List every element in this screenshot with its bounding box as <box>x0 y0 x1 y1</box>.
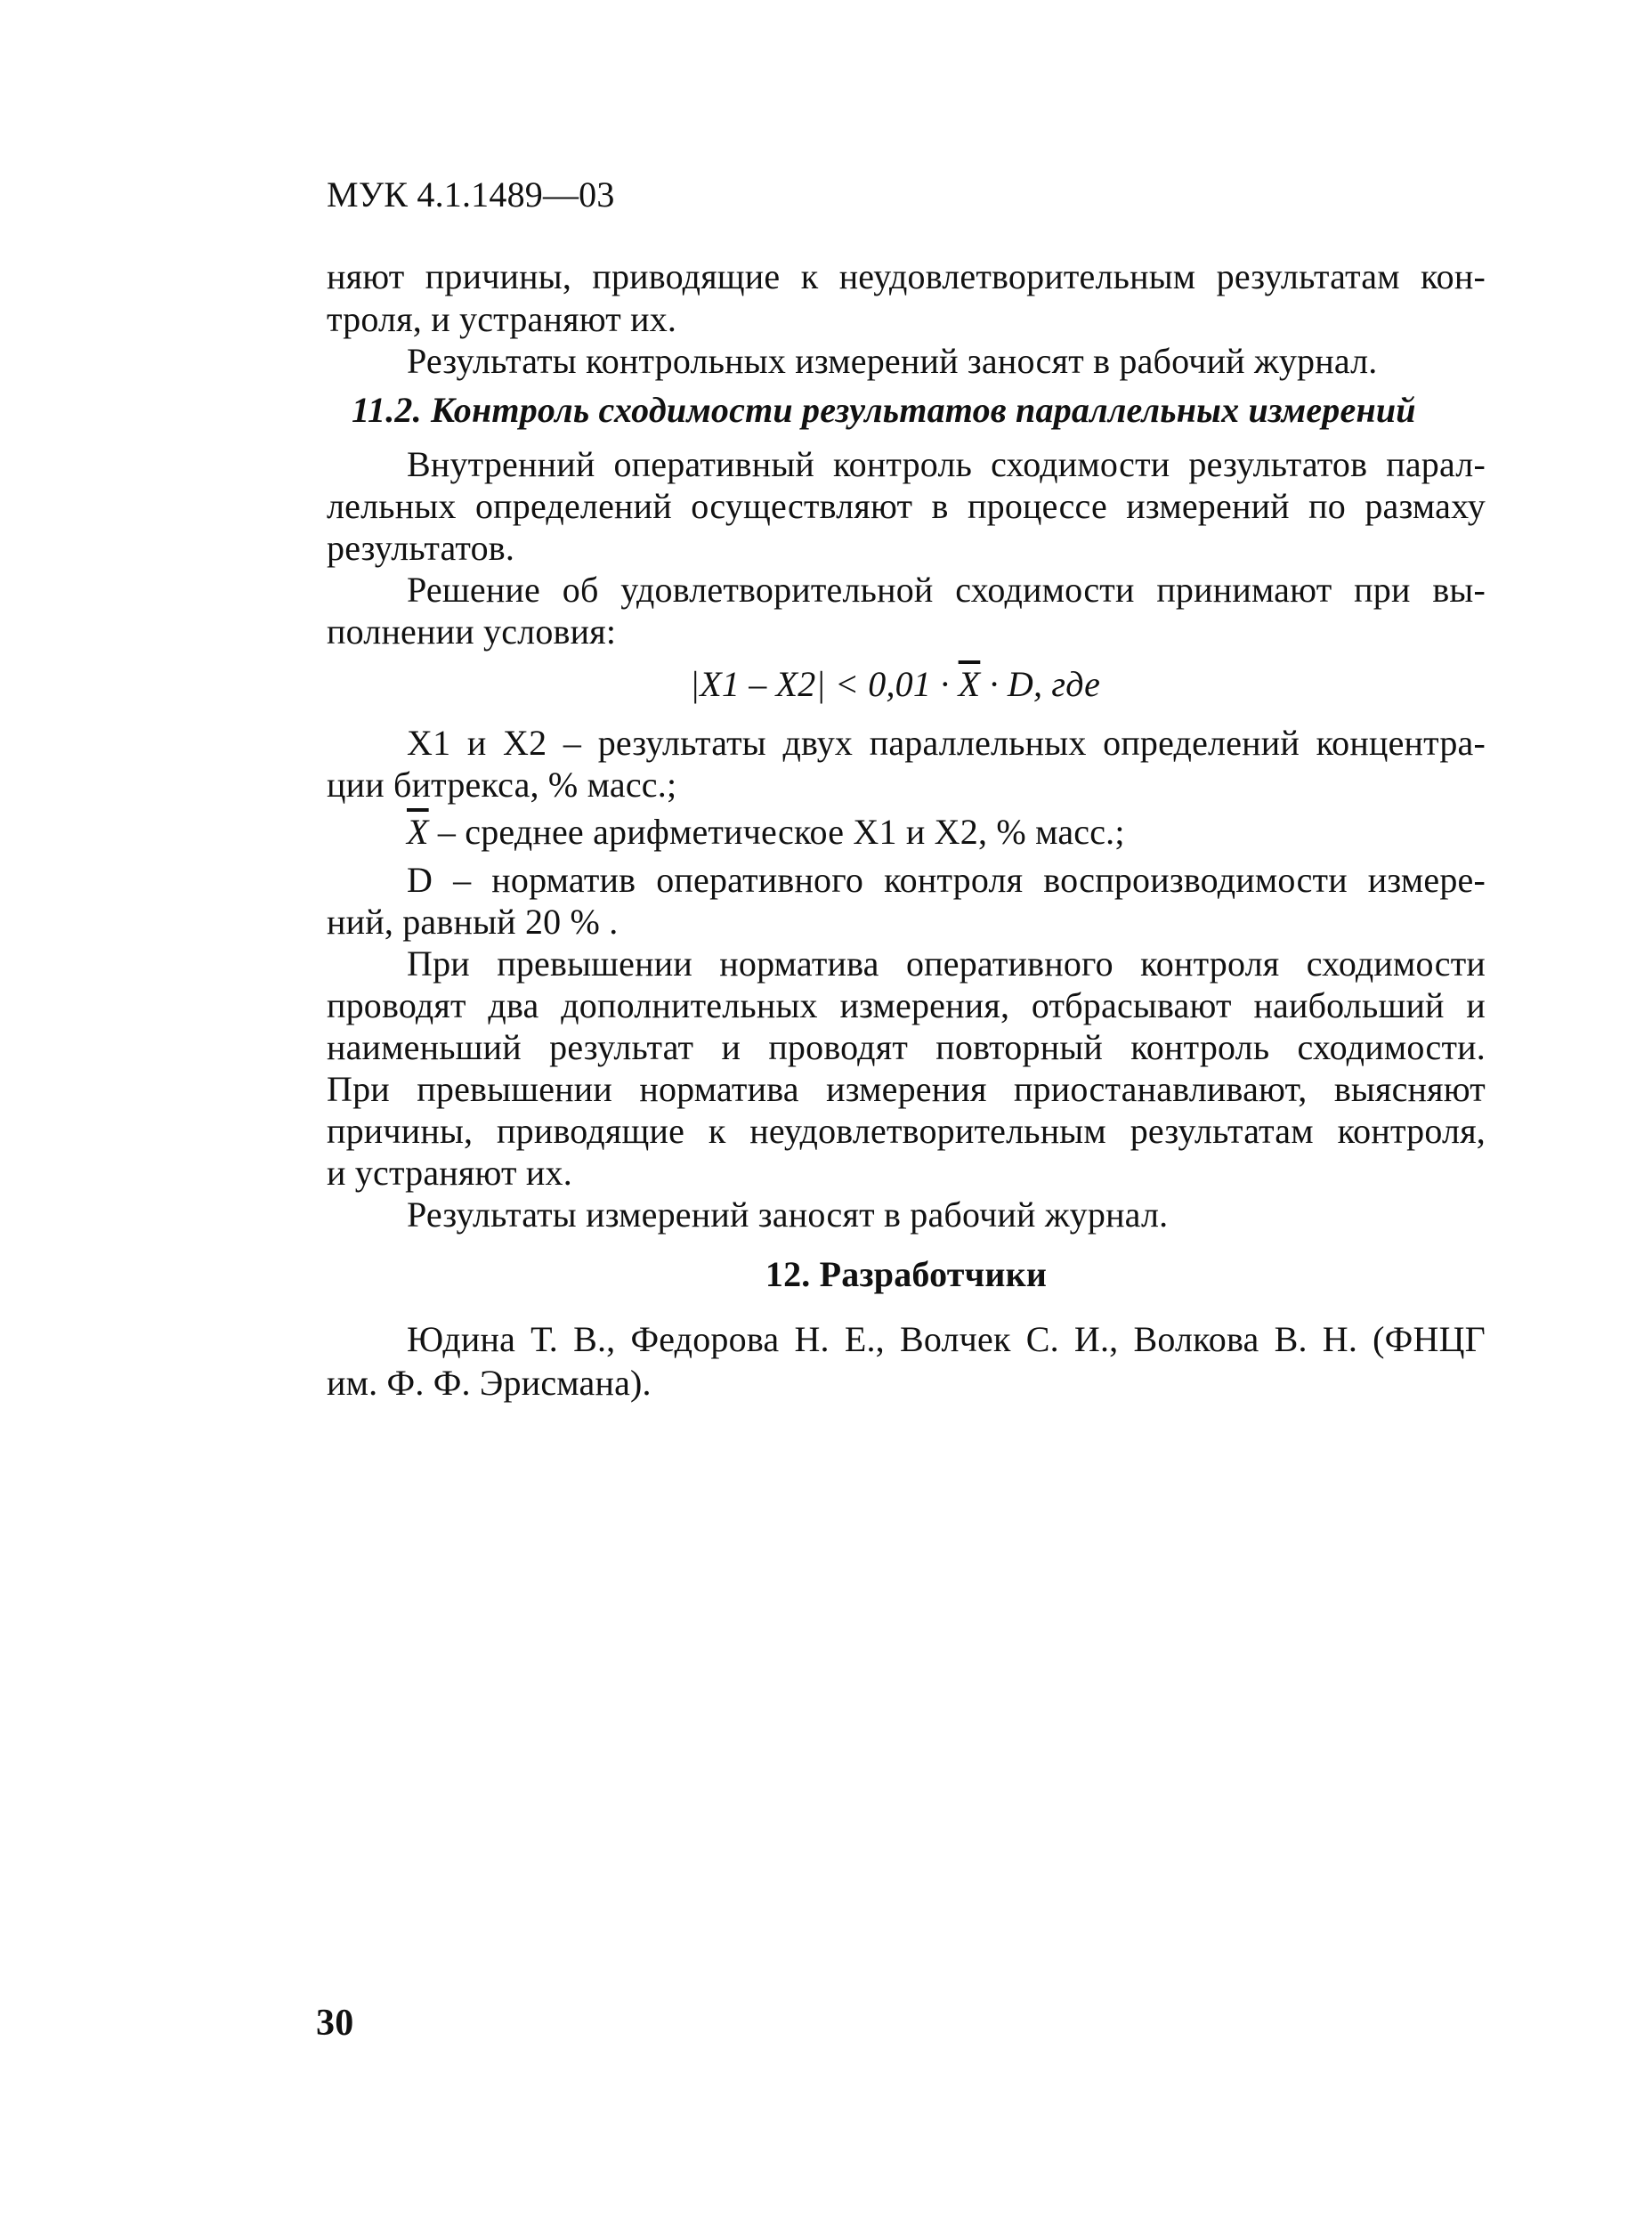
paragraph-line: няют причины, приводящие к неудовлетворительным результатам кон- <box>327 256 1486 296</box>
paragraph-line: полнении условия: <box>327 611 617 652</box>
paragraph-line: Результаты измерений заносят в рабочий журнал. <box>407 1194 1169 1235</box>
paragraph-line: им. Ф. Ф. Эрисмана). <box>327 1363 652 1403</box>
paragraph-line: Результаты контрольных измерений заносят в рабочий журнал. <box>407 341 1378 381</box>
paragraph-line: Решение об удовлетворительной сходимости принимают при вы- <box>407 570 1486 610</box>
section-title: 11.2. Контроль сходимости результатов параллельных измерений <box>352 390 1416 430</box>
paragraph-line: X1 и X2 – результаты двух параллельных определений концентра- <box>407 723 1486 763</box>
paragraph-line: ний, равный 20 % . <box>327 902 619 942</box>
paragraph-line: При превышении норматива оперативного контроля сходимости <box>407 943 1486 984</box>
xbar-symbol: $\overline{X}$ <box>407 812 429 852</box>
formula-abs: |X1 – X2| < 0,01 · <box>690 664 950 704</box>
formula <box>690 664 1100 705</box>
paragraph-line: причины, приводящие к неудовлетворительным результатам контроля, <box>327 1111 1486 1151</box>
formula-tail: · D, где <box>989 664 1101 704</box>
paragraph-line: результатов. <box>327 528 515 568</box>
paragraph-line <box>407 812 1125 853</box>
paragraph-line: троля, и устраняют их. <box>327 299 677 339</box>
paragraph-line: наименьший результат и проводят повторный контроль сходимости. <box>327 1027 1486 1067</box>
formula-xbar: $\overline{X}$ <box>958 664 981 704</box>
xbar-definition: – среднее арифметическое X1 и X2, % масс.; <box>437 812 1125 852</box>
document-header: МУК 4.1.1489—03 <box>327 174 615 215</box>
paragraph-line: Юдина Т. В., Федорова Н. Е., Волчек С. И., Волкова В. Н. (ФНЦГ <box>407 1319 1486 1359</box>
paragraph-line: ции битрекса, % масс.; <box>327 765 677 805</box>
paragraph-line: Внутренний оперативный контроль сходимости результатов парал- <box>407 444 1486 484</box>
paragraph-line: D – норматив оперативного контроля воспроизводимости измере- <box>407 860 1486 900</box>
paragraph-line: лельных определений осуществляют в процессе измерений по размаху <box>327 486 1486 526</box>
paragraph-line: проводят два дополнительных измерения, отбрасывают наибольший и <box>327 985 1486 1025</box>
paragraph-line: При превышении норматива измерения приостанавливают, выясняют <box>327 1069 1486 1109</box>
section-title: 12. Разработчики <box>765 1254 1048 1294</box>
page-number: 30 <box>316 2003 354 2044</box>
paragraph-line: и устраняют их. <box>327 1153 572 1193</box>
